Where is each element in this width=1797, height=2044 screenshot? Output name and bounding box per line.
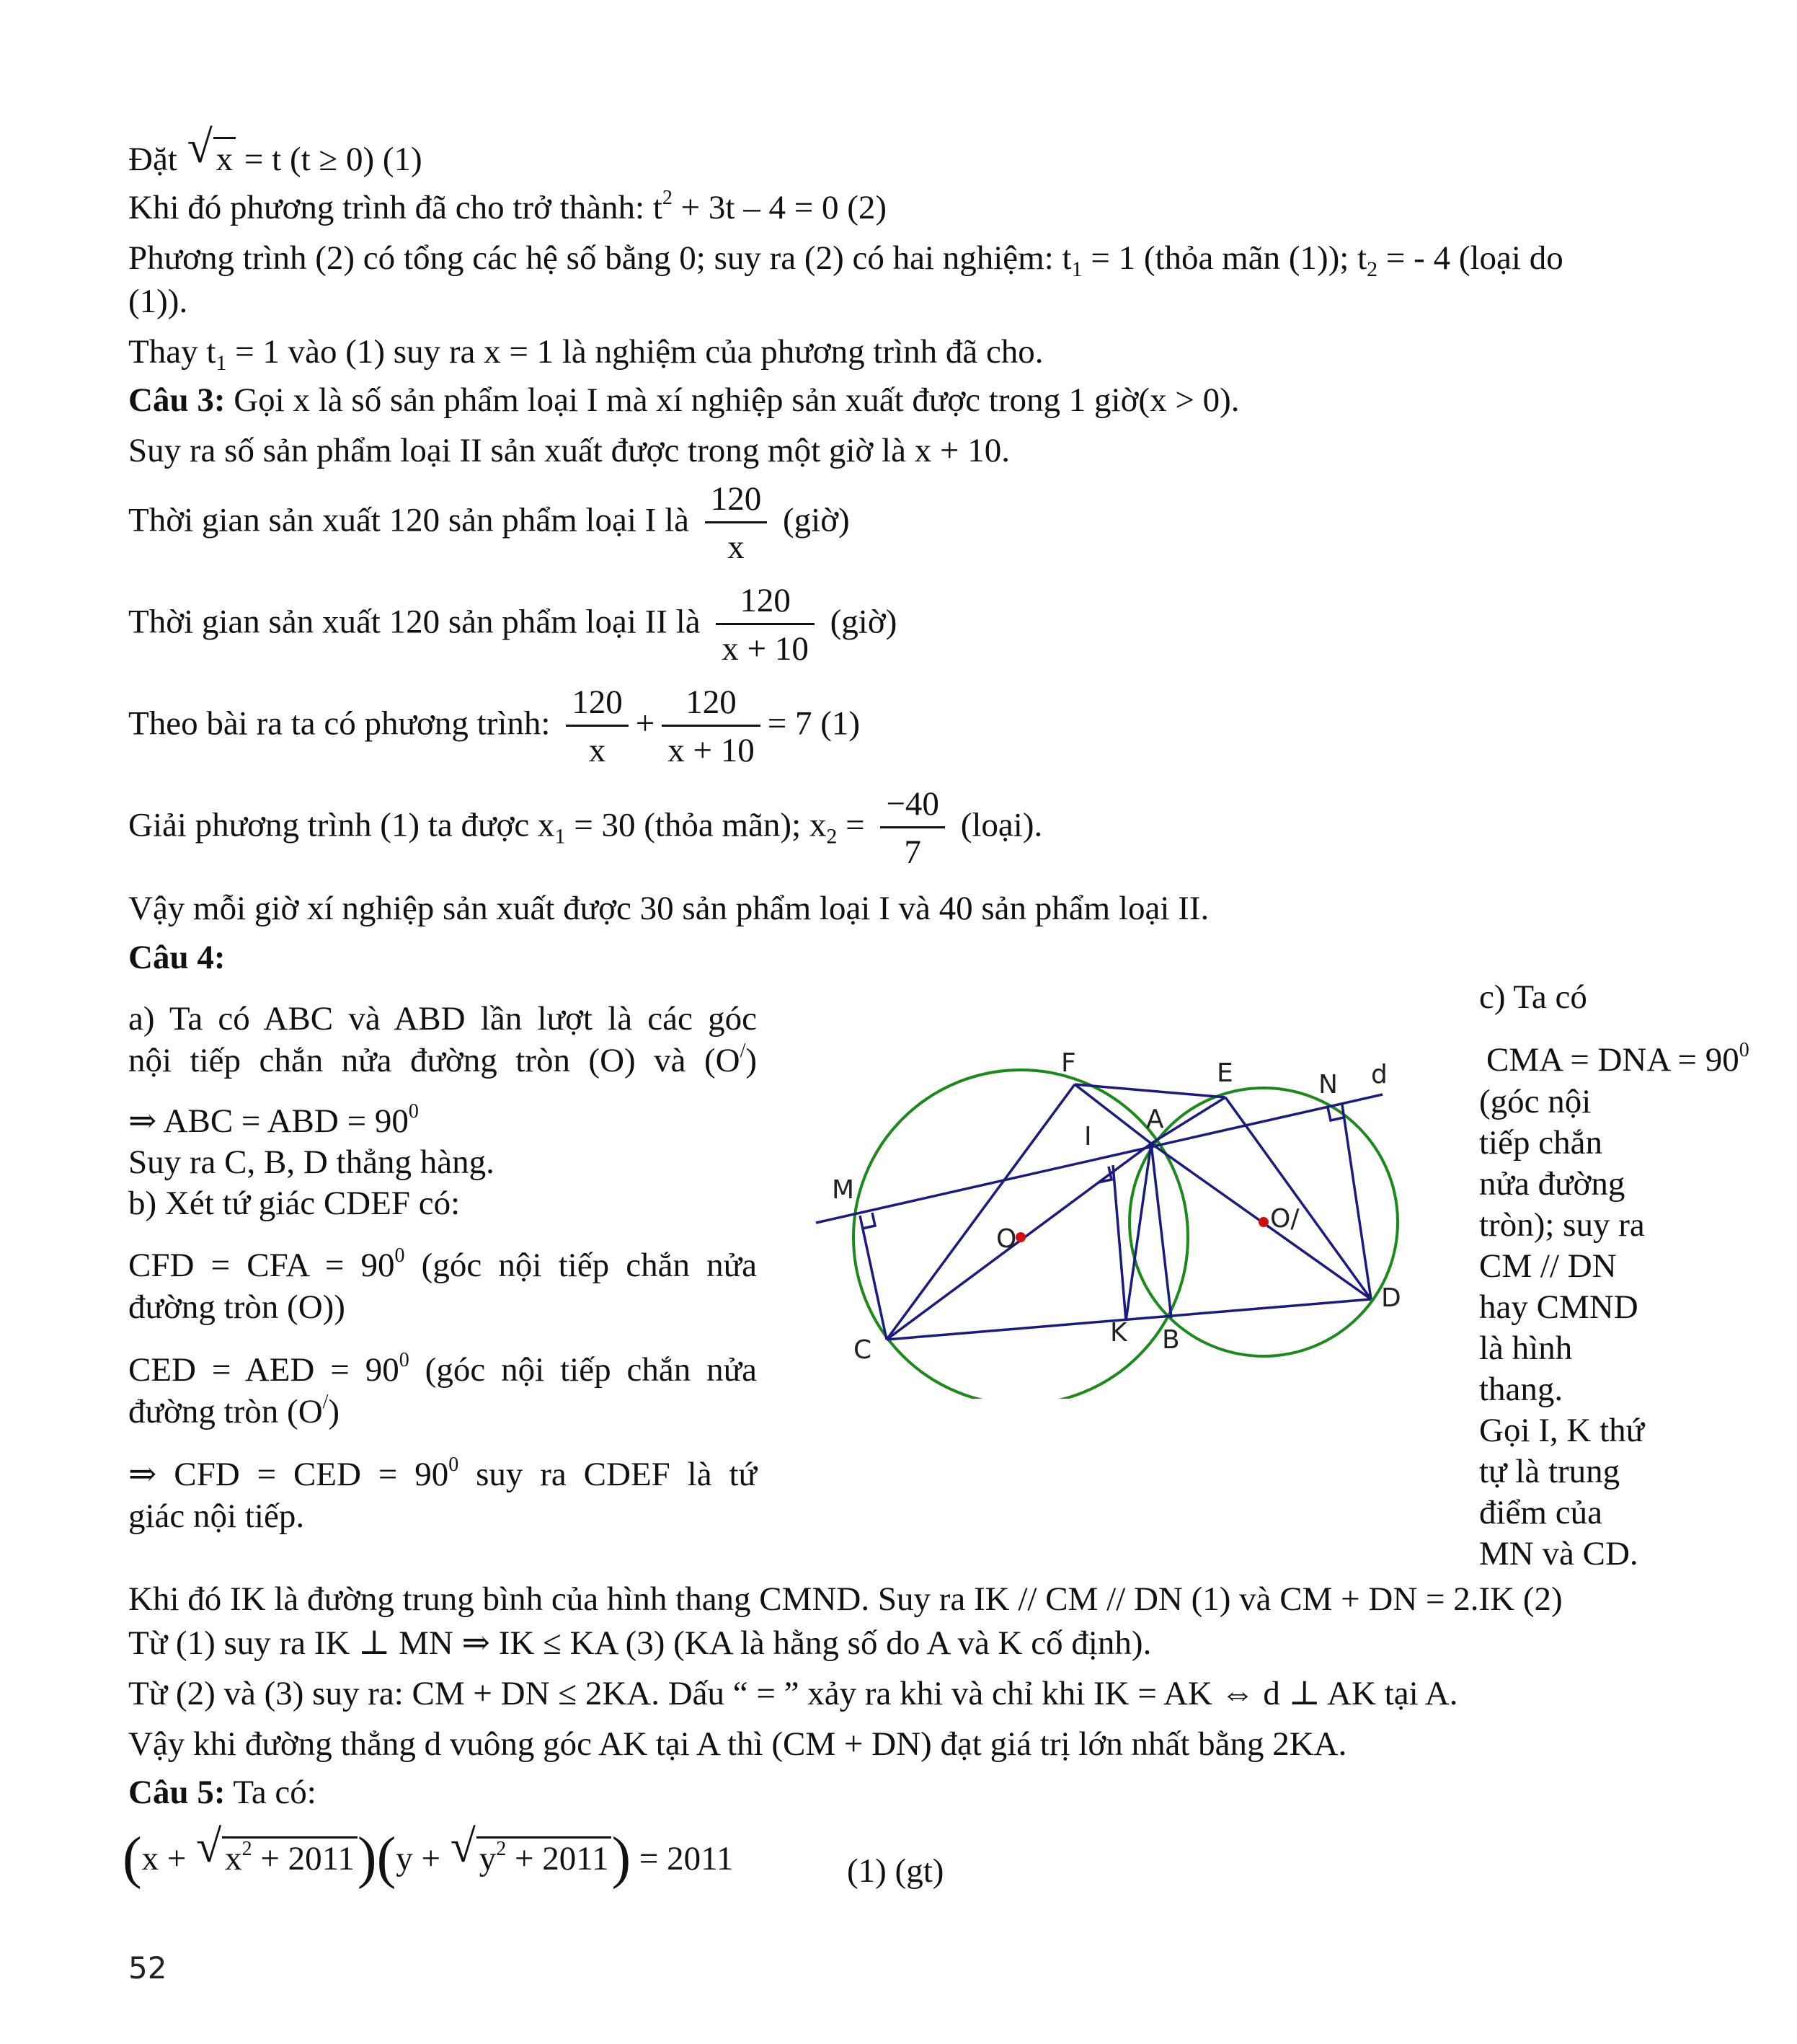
center-o-prime-dot [1259,1217,1269,1227]
time-type-i-line [128,479,850,567]
label-c: C [853,1335,872,1365]
part-c-line: điểm của [1479,1494,1602,1531]
prime: / [322,1391,329,1413]
segment-ed [1225,1097,1371,1299]
numerator: −40 [880,784,945,828]
text: Theo bài ra ta có phương trình: [128,704,551,743]
subscript: 1 [216,351,227,375]
part-c-line: nửa đường [1479,1165,1625,1203]
text: = 1 vào (1) suy ra x = 1 là nghiệm của phương trình đã cho. [226,333,1044,371]
text: suy ra CDEF là tứ [458,1456,757,1493]
numerator: 120 [705,479,768,523]
label-i: I [1084,1122,1092,1151]
label-b: B [1162,1325,1180,1355]
radicand: x [225,1840,242,1877]
part-c-line: thang. [1479,1371,1563,1408]
text: = 30 (thỏa mãn); x [565,806,827,844]
label-k: K [1110,1318,1127,1348]
transformed-equation-line [128,187,887,228]
part-c-line: MN và CD. [1479,1535,1638,1572]
segment-cf [887,1084,1075,1340]
text: (giờ) [782,501,850,539]
numerator: 120 [662,683,760,727]
type-ii-line: Suy ra số sản phẩm loại II sản xuất được trong một giờ là x + 10. [128,432,1010,469]
part-c-line: hay CMND [1479,1288,1638,1326]
circles [853,1070,1398,1399]
roots-line-continued: (1)). [128,283,188,320]
question-3-intro [128,380,1239,420]
part-b-conclusion-2: giác nội tiếp. [128,1497,305,1535]
text: Thay t [128,333,216,371]
question-3-label: Câu 3: [128,381,226,419]
subscript: 1 [554,824,566,849]
text: Ta có: [225,1774,316,1811]
part-a-conclusion [128,1101,419,1141]
label-a: A [1146,1105,1164,1134]
fraction [880,784,945,872]
part-b-conclusion [128,1454,757,1495]
paren: ( [123,1826,142,1890]
part-c-line: tiếp chắn [1479,1124,1602,1162]
question-5-label: Câu 5: [128,1774,226,1811]
subscript: 1 [1071,257,1083,281]
label-e: E [1217,1058,1233,1088]
denominator: x + 10 [667,732,755,769]
text: Gọi x là số sản phẩm loại I mà xí nghiệp sản xuất được trong 1 giờ(x > 0). [225,381,1240,419]
part-c-line: (góc nội [1479,1083,1592,1120]
fraction [716,581,815,668]
part-b-cfd [128,1245,757,1286]
text: Khi đó phương trình đã cho trở thành: t [128,189,662,226]
sqrt-expression: √ $x^2 + 2011$ [195,1836,358,1879]
text: y + [396,1840,449,1877]
segment-ab [1151,1143,1171,1318]
denominator: x [727,528,745,566]
label-n: N [1318,1070,1338,1100]
text: đường tròn (O [128,1393,323,1430]
text: ) [745,1042,757,1079]
text: CMA = DNA = 90 [1486,1041,1739,1079]
radicand: + 2011 [506,1840,609,1877]
part-a-text-2 [128,1040,757,1081]
part-c-line: tròn); suy ra [1479,1206,1645,1244]
part-b-ced-2 [128,1392,340,1432]
prime: / [740,1040,746,1062]
part-c-angles [1486,1040,1749,1080]
midline-line: Khi đó IK là đường trung bình của hình thang CMND. Suy ra IK // CM // DN (1) và CM + DN = 2.IK (2) [128,1580,1563,1618]
text: (loại). [960,806,1043,844]
part-b-intro: b) Xét tứ giác CDEF có: [128,1185,461,1222]
part-c-line: CM // DN [1479,1247,1617,1285]
given-equation [123,1820,734,1890]
denominator: x + 10 [722,630,809,668]
degree: 0 [394,1244,405,1267]
numerator: 120 [566,683,629,727]
exponent: 2 [241,1838,252,1860]
label-o: O [996,1224,1017,1254]
sqrt-expression: √ $y^2 + 2011$ [449,1836,612,1879]
text: ⇒ CFD = CED = 90 [128,1456,449,1493]
denominator: 7 [904,833,921,871]
segment-cm [860,1216,887,1340]
part-a-text [128,999,757,1039]
fraction [566,683,629,770]
part-c-intro: c) Ta có [1479,978,1587,1016]
collinear-line: Suy ra C, B, D thẳng hàng. [128,1143,494,1181]
text: a) Ta có ABC và ABD lần lượt là các góc [128,1000,757,1038]
equation-tag: (1) (gt) [847,1852,944,1890]
solve-line [128,784,1042,872]
maximum-line: Vậy khi đường thẳng d vuông góc AK tại A thì (CM + DN) đạt giá trị lớn nhất bằng 2KA. [128,1725,1347,1763]
text: Thời gian sản xuất 120 sản phẩm loại I là [128,501,689,539]
text: Thời gian sản xuất 120 sản phẩm loại II là [128,603,701,641]
sqrt-expression: √ x [186,137,236,180]
part-b-cfd-2: đường tròn (O)) [128,1288,345,1326]
text: (góc nội tiếp chắn nửa [409,1351,758,1389]
label-d-line: d [1371,1060,1388,1089]
subscript: 2 [826,824,838,849]
radicand: + 2011 [252,1840,355,1877]
degree: 0 [408,1100,419,1123]
text: = 1 (thỏa mãn (1)); t [1082,239,1367,277]
subscript: 2 [1367,257,1378,281]
text: ) [328,1393,340,1430]
text: x + [141,1840,195,1877]
perpendicular-line: Từ (1) suy ra IK ⊥ MN ⇒ IK ≤ KA (3) (KA là hằng số do A và K cố định). [128,1624,1152,1662]
text: = - 4 (loại do [1377,239,1563,277]
substitution-line [128,121,422,180]
exponent: 2 [662,187,673,209]
text: = [837,806,865,844]
segment-dn [1342,1105,1371,1299]
conclusion-line: Vậy mỗi giờ xí nghiệp sản xuất được 30 sản phẩm loại I và 40 sản phẩm loại II. [128,890,1210,927]
text: Giải phương trình (1) ta được x [128,806,555,844]
radicand: x [213,137,236,180]
question-4-label: Câu 4: [128,939,226,976]
equation-line [128,683,860,770]
time-type-ii-line [128,581,897,668]
label-o-prime: O/ [1270,1204,1300,1234]
label-m: M [832,1175,855,1205]
solution-line [128,332,1044,375]
text: ⇒ ABC = ABD = 90 [128,1102,409,1140]
text: + 3t – 4 = 0 (2) [672,189,887,226]
text: Đặt [128,141,177,178]
part-c-line: là hình [1479,1330,1573,1367]
part-b-ced [128,1350,757,1390]
plus-sign: + [635,704,655,743]
radicand: y [479,1840,497,1877]
numerator: 120 [716,581,815,625]
text: CFD = CFA = 90 [128,1247,395,1284]
denominator: x [588,732,606,769]
exponent: 2 [496,1838,507,1860]
segment-ik [1113,1165,1126,1321]
text: = 7 (1) [767,704,861,743]
text: Phương trình (2) có tổng các hệ số bằng 0; suy ra (2) có hai nghiệm: t [128,239,1072,277]
text: = t (t ≥ 0) (1) [236,141,422,178]
text: = 2011 [631,1840,734,1877]
part-c-line: tự là trung [1479,1453,1620,1490]
fraction [705,479,768,567]
part-c-line: Gọi I, K thứ [1479,1412,1645,1449]
text: (góc nội tiếp chắn nửa [404,1247,757,1284]
degree: 0 [1739,1039,1749,1061]
text: CED = AED = 90 [128,1351,399,1389]
degree: 0 [399,1349,409,1371]
paren: ) [357,1826,377,1890]
segment-fe [1075,1084,1225,1097]
label-d: D [1381,1283,1401,1313]
center-o-dot [1016,1232,1026,1242]
text: (giờ) [830,603,897,641]
paren: ( [376,1826,396,1890]
paren: ) [611,1826,631,1890]
text: nội tiếp chắn nửa đường tròn (O) và (O [128,1042,740,1079]
geometry-figure [807,1038,1470,1399]
degree: 0 [448,1454,459,1476]
roots-line [128,238,1563,281]
label-f: F [1061,1048,1076,1078]
page-number: 52 [128,1950,167,1986]
right-angle-m [862,1213,875,1229]
question-5-intro [128,1772,316,1813]
fraction [662,683,760,770]
equality-condition-line: Từ (2) và (3) suy ra: CM + DN ≤ 2KA. Dấu “ = ” xảy ra khi và chỉ khi IK = AK ⇔ d ⊥ AK tại A. [128,1675,1458,1712]
